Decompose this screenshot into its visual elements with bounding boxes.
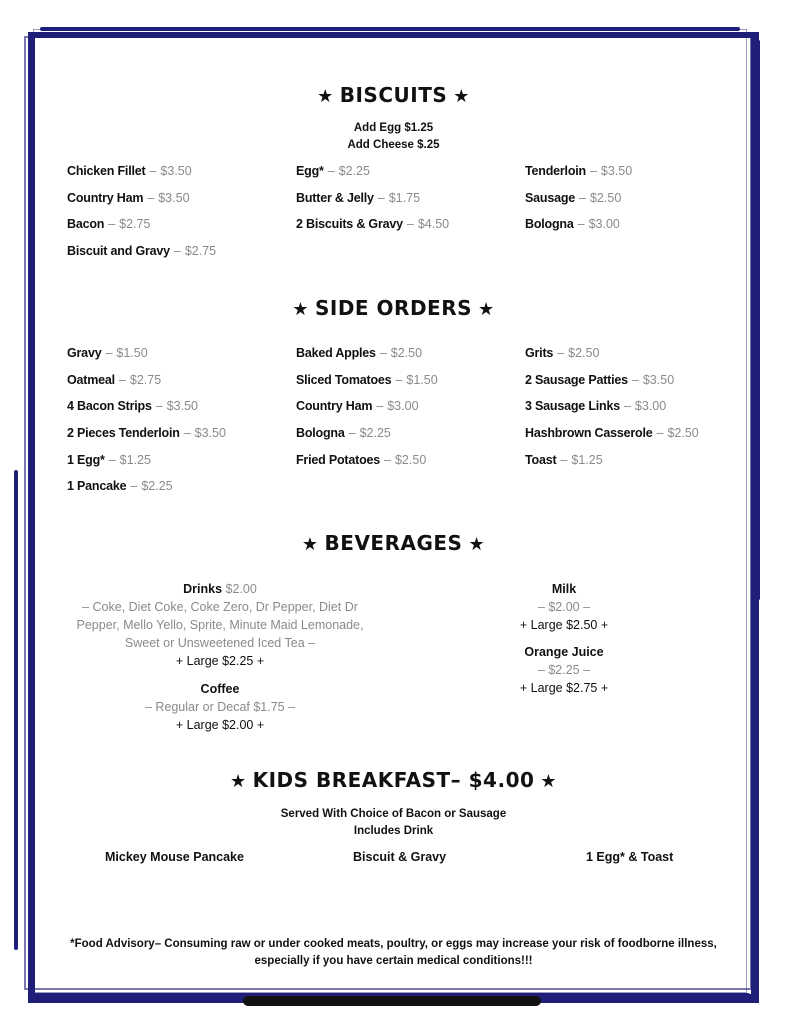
orange-juice-large: + Large $2.75 + — [519, 681, 609, 695]
menu-item-dash: – — [173, 244, 181, 259]
menu-item-name: Gravy — [67, 346, 102, 360]
drinks-desc-line-1: – Coke, Diet Coke, Coke Zero, Dr Pepper, Diet Dr — [82, 600, 358, 614]
kids-note-choice: Served With Choice of Bacon or Sausage — [280, 808, 507, 820]
milk-name: Milk — [551, 582, 577, 596]
menu-item-dash: – — [149, 164, 157, 178]
menu-item-name: 1 Pancake — [67, 479, 127, 494]
home-indicator-bar[interactable] — [243, 996, 541, 1006]
drinks-desc-line-2: Pepper, Mello Yello, Sprite, Minute Maid Lemonade, — [76, 618, 364, 632]
coffee-large: + Large $2.00 + — [175, 718, 265, 732]
menu-item-dash: – — [395, 372, 403, 387]
menu-item-dash: – — [577, 217, 585, 232]
menu-item-price: $2.75 — [184, 244, 217, 259]
menu-item — [525, 217, 632, 244]
menu-item — [525, 373, 699, 400]
star-icon: ★ — [478, 299, 495, 320]
food-advisory-line-2: especially if you have certain medical conditions!!! — [254, 955, 533, 967]
food-advisory — [60, 936, 727, 970]
menu-item-price: $4.50 — [417, 217, 450, 232]
menu-item-dash: – — [108, 217, 116, 232]
biscuits-column-1 — [67, 164, 216, 271]
menu-item-price: $2.75 — [129, 372, 162, 387]
menu-item-name: Sliced Tomatoes — [296, 372, 392, 387]
side-orders-title: ★ SIDE ORDERS ★ — [292, 296, 495, 320]
menu-item-price: $1.25 — [119, 452, 151, 467]
menu-item-name: Bacon — [67, 217, 105, 232]
milk-large: + Large $2.50 + — [519, 618, 609, 632]
menu-item-price: $1.75 — [388, 190, 421, 205]
menu-item-name: 2 Sausage Patties — [525, 372, 628, 387]
menu-item-name: 4 Bacon Strips — [67, 399, 152, 414]
menu-item-name: Chicken Fillet — [67, 164, 146, 178]
menu-item — [525, 346, 699, 373]
drinks-price: $2.00 — [225, 582, 257, 596]
menu-item-dash: – — [327, 164, 335, 178]
menu-item-price: $1.25 — [571, 452, 603, 467]
menu-item — [67, 191, 216, 218]
menu-item — [67, 346, 226, 373]
beverages-title: ★ BEVERAGES ★ — [301, 531, 486, 555]
menu-item-price: $1.50 — [406, 372, 438, 387]
menu-item-dash: – — [406, 217, 414, 232]
menu-item-price: $2.25 — [359, 426, 391, 441]
menu-item-name: Bologna — [296, 426, 345, 441]
side-orders-column-3 — [525, 346, 699, 479]
menu-item-name: Sausage — [525, 190, 576, 205]
menu-item-dash: – — [105, 346, 113, 360]
menu-item-name: Tenderloin — [525, 164, 586, 178]
menu-item-dash: – — [155, 399, 163, 414]
menu-item-price: $3.50 — [158, 190, 190, 205]
menu-item-price: $3.00 — [387, 399, 419, 414]
side-orders-column-2 — [296, 346, 438, 479]
menu-item-name: 3 Sausage Links — [525, 399, 620, 414]
drinks-desc-line-3: Sweet or Unsweetened Iced Tea – — [124, 636, 316, 650]
kids-item: Mickey Mouse Pancake — [105, 850, 244, 864]
menu-item-dash: – — [631, 372, 639, 387]
menu-item-name: Hashbrown Casserole — [525, 426, 653, 441]
menu-item-name: Toast — [525, 452, 557, 467]
menu-item-name: Bologna — [525, 217, 574, 232]
orange-juice-price: – $2.25 – — [537, 663, 591, 677]
menu-item — [296, 373, 438, 400]
coffee-block — [70, 680, 370, 734]
menu-item — [296, 217, 449, 244]
menu-item — [67, 164, 216, 191]
kids-item: Biscuit & Gravy — [353, 850, 447, 864]
menu-item — [67, 426, 226, 453]
menu-item-price: $2.25 — [141, 479, 173, 494]
menu-item-name: Biscuit and Gravy — [67, 244, 170, 259]
kids-breakfast-title: ★ KIDS BREAKFAST– $4.00 ★ — [229, 768, 558, 792]
menu-item-dash: – — [557, 346, 565, 360]
menu-item-dash: – — [623, 399, 631, 414]
menu-item-dash: – — [376, 399, 384, 414]
menu-item-price: $2.50 — [589, 190, 622, 205]
menu-item-dash: – — [560, 452, 568, 467]
menu-item — [525, 426, 699, 453]
star-icon: ★ — [292, 299, 309, 320]
menu-item — [67, 217, 216, 244]
drinks-name: Drinks — [183, 582, 223, 596]
menu-item-dash: – — [147, 190, 155, 205]
menu-item-price: $2.75 — [119, 217, 151, 232]
menu-item-dash: – — [377, 190, 385, 205]
menu-item-price: $3.50 — [160, 164, 192, 178]
menu-item-name: 1 Egg* — [67, 452, 105, 467]
frame-brush-top — [40, 27, 740, 31]
menu-item-price: $1.50 — [116, 346, 148, 360]
biscuits-add-egg: Add Egg $1.25 — [353, 122, 434, 134]
menu-item-dash: – — [130, 479, 138, 494]
menu-item-price: $3.00 — [588, 217, 620, 232]
menu-item-name: 2 Pieces Tenderloin — [67, 426, 180, 441]
menu-item — [67, 373, 226, 400]
menu-item-name: Butter & Jelly — [296, 190, 374, 205]
menu-item — [525, 453, 699, 480]
menu-item-name: Fried Potatoes — [296, 452, 381, 467]
star-icon: ★ — [540, 771, 558, 792]
menu-item-price: $3.00 — [634, 399, 667, 414]
menu-item-price: $3.50 — [600, 164, 633, 178]
menu-item — [296, 399, 438, 426]
menu-item-dash: – — [384, 452, 391, 467]
menu-item — [296, 426, 438, 453]
menu-item-dash: – — [656, 426, 664, 441]
menu-item-price: $3.50 — [194, 426, 226, 441]
star-icon: ★ — [301, 534, 319, 555]
menu-item — [67, 479, 226, 506]
menu-item-price: $2.50 — [394, 452, 427, 467]
star-icon: ★ — [468, 534, 486, 555]
side-orders-column-1 — [67, 346, 226, 506]
menu-item — [525, 399, 699, 426]
biscuits-column-3 — [525, 164, 632, 244]
menu-item — [67, 399, 226, 426]
menu-item-name: Oatmeal — [67, 372, 115, 387]
menu-item-dash: – — [589, 164, 597, 178]
star-icon: ★ — [317, 86, 334, 107]
kids-item: 1 Egg* & Toast — [586, 850, 674, 864]
food-advisory-line-1: *Food Advisory– Consuming raw or under cooked meats, poultry, or eggs may increase your risk of foodborne illness, — [70, 938, 717, 950]
menu-item — [525, 191, 632, 218]
menu-item — [296, 191, 449, 218]
orange-juice-name: Orange Juice — [524, 645, 604, 659]
kids-note-drink: Includes Drink — [353, 825, 434, 837]
biscuits-column-2 — [296, 164, 449, 244]
menu-item-dash: – — [348, 426, 356, 441]
coffee-name: Coffee — [200, 682, 240, 696]
biscuits-title: ★ BISCUITS ★ — [317, 83, 470, 107]
star-icon: ★ — [229, 771, 247, 792]
menu-item-name: Country Ham — [296, 399, 373, 414]
menu-item — [525, 164, 632, 191]
menu-item-price: $2.50 — [667, 426, 699, 441]
orange-juice-block — [474, 643, 654, 697]
coffee-desc: – Regular or Decaf $1.75 – — [144, 700, 296, 714]
menu-item-dash: – — [183, 426, 191, 441]
menu-item — [296, 453, 438, 480]
drinks-large: + Large $2.25 + — [175, 654, 265, 668]
menu-item-name: Egg* — [296, 164, 324, 178]
menu-item-price: $2.25 — [338, 164, 370, 178]
menu-item — [67, 453, 226, 480]
menu-item-price: $2.50 — [390, 346, 423, 360]
drinks-block — [70, 580, 370, 670]
star-icon: ★ — [453, 86, 470, 107]
menu-item-dash: – — [579, 190, 586, 205]
menu-item — [296, 346, 438, 373]
menu-item-name: Grits — [525, 346, 554, 360]
biscuits-add-cheese: Add Cheese $.25 — [347, 139, 440, 151]
menu-item-dash: – — [379, 346, 387, 360]
menu-item-price: $2.50 — [568, 346, 600, 360]
menu-item-price: $3.50 — [642, 372, 675, 387]
milk-price: – $2.00 – — [537, 600, 591, 614]
menu-item-name: Baked Apples — [296, 346, 376, 360]
menu-item-name: 2 Biscuits & Gravy — [296, 217, 403, 232]
menu-item-price: $3.50 — [166, 399, 198, 414]
menu-item — [67, 244, 216, 271]
menu-item — [296, 164, 449, 191]
menu-item-dash: – — [108, 452, 116, 467]
menu-item-name: Country Ham — [67, 190, 144, 205]
milk-block — [474, 580, 654, 634]
menu-item-dash: – — [118, 372, 126, 387]
